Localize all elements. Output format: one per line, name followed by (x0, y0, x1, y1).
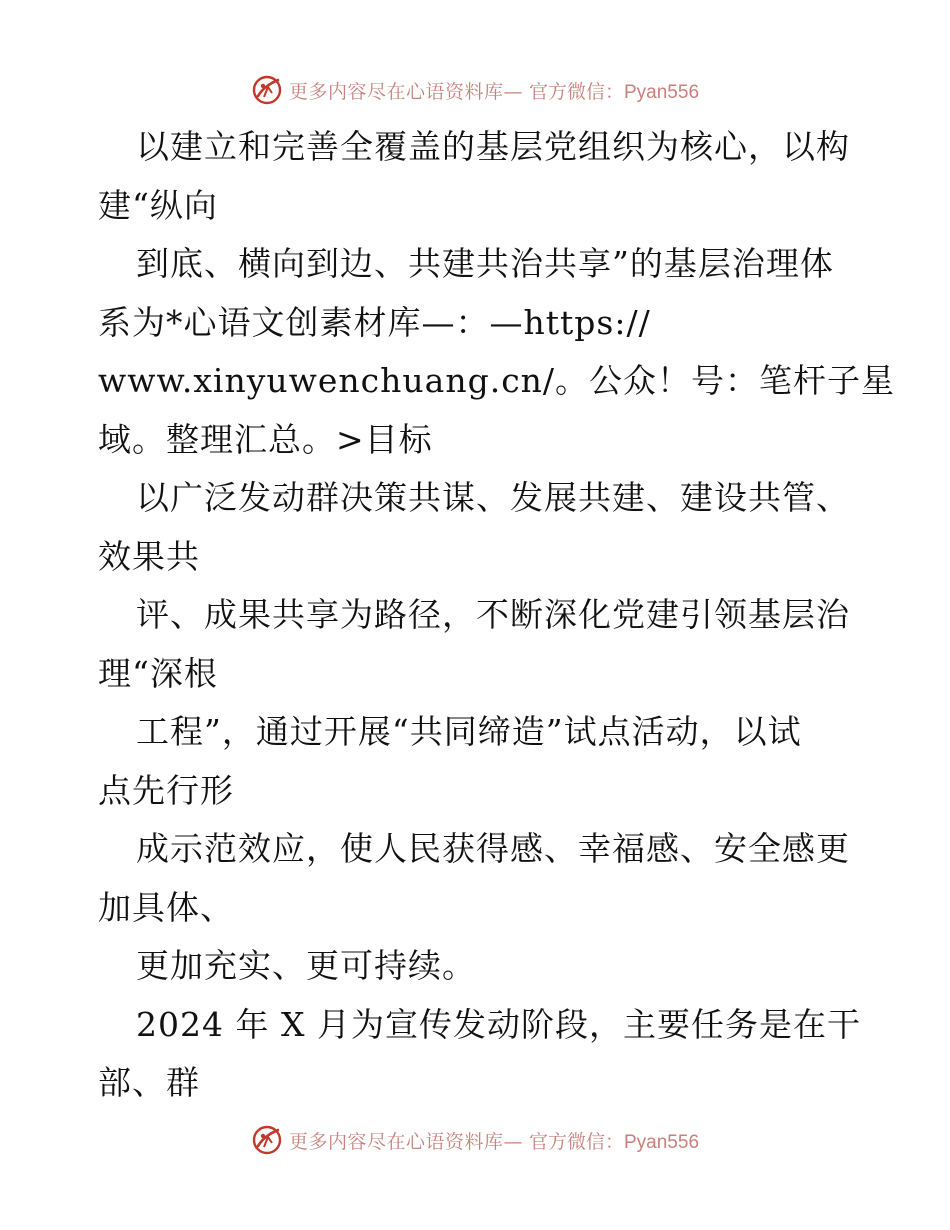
text-line: 成示范效应，使人民获得感、幸福感、安全感更 (136, 829, 850, 868)
text-line: 更加充实、更可持续。 (136, 946, 476, 985)
text-line: 系为*心语文创素材库—：—https:// (98, 302, 651, 342)
footer-banner-wechat: 官方微信：Pyan556 (529, 1131, 700, 1153)
text-line: 效果共 (98, 536, 200, 576)
text-line: 域。整理汇总。>目标 (98, 419, 433, 459)
footer-banner (0, 1120, 950, 1160)
text-line: 2024 年 X 月为宣传发动阶段，主要任务是在干 (136, 1004, 861, 1044)
text-line: www.xinyuwenchuang.cn/。公众！号：笔杆子星 (98, 361, 896, 400)
text-line: 加具体、 (98, 887, 234, 927)
header-banner (0, 70, 950, 110)
text-line: 理“深根 (98, 653, 218, 693)
text-line: 到底、横向到边、共建共治共享”的基层治理体 (136, 244, 834, 283)
logo-icon (251, 74, 283, 106)
header-banner-wechat: 官方微信：Pyan556 (529, 81, 700, 103)
text-line: 以建立和完善全覆盖的基层党组织为核心，以构 (136, 127, 850, 166)
header-banner-text: 更多内容尽在心语资料库— (288, 80, 523, 103)
text-line: 点先行形 (98, 770, 234, 810)
text-line: 建“纵向 (98, 185, 218, 225)
text-line: 以广泛发动群决策共谋、发展共建、建设共管、 (136, 478, 850, 517)
logo-icon (251, 1124, 283, 1156)
footer-banner-text: 更多内容尽在心语资料库— (288, 1130, 523, 1153)
text-line: 部、群 (98, 1063, 200, 1102)
body-text (98, 118, 896, 1113)
text-line: 评、成果共享为路径，不断深化党建引领基层治 (136, 595, 850, 634)
text-line: 工程”，通过开展“共同缔造”试点活动，以试 (136, 712, 802, 751)
